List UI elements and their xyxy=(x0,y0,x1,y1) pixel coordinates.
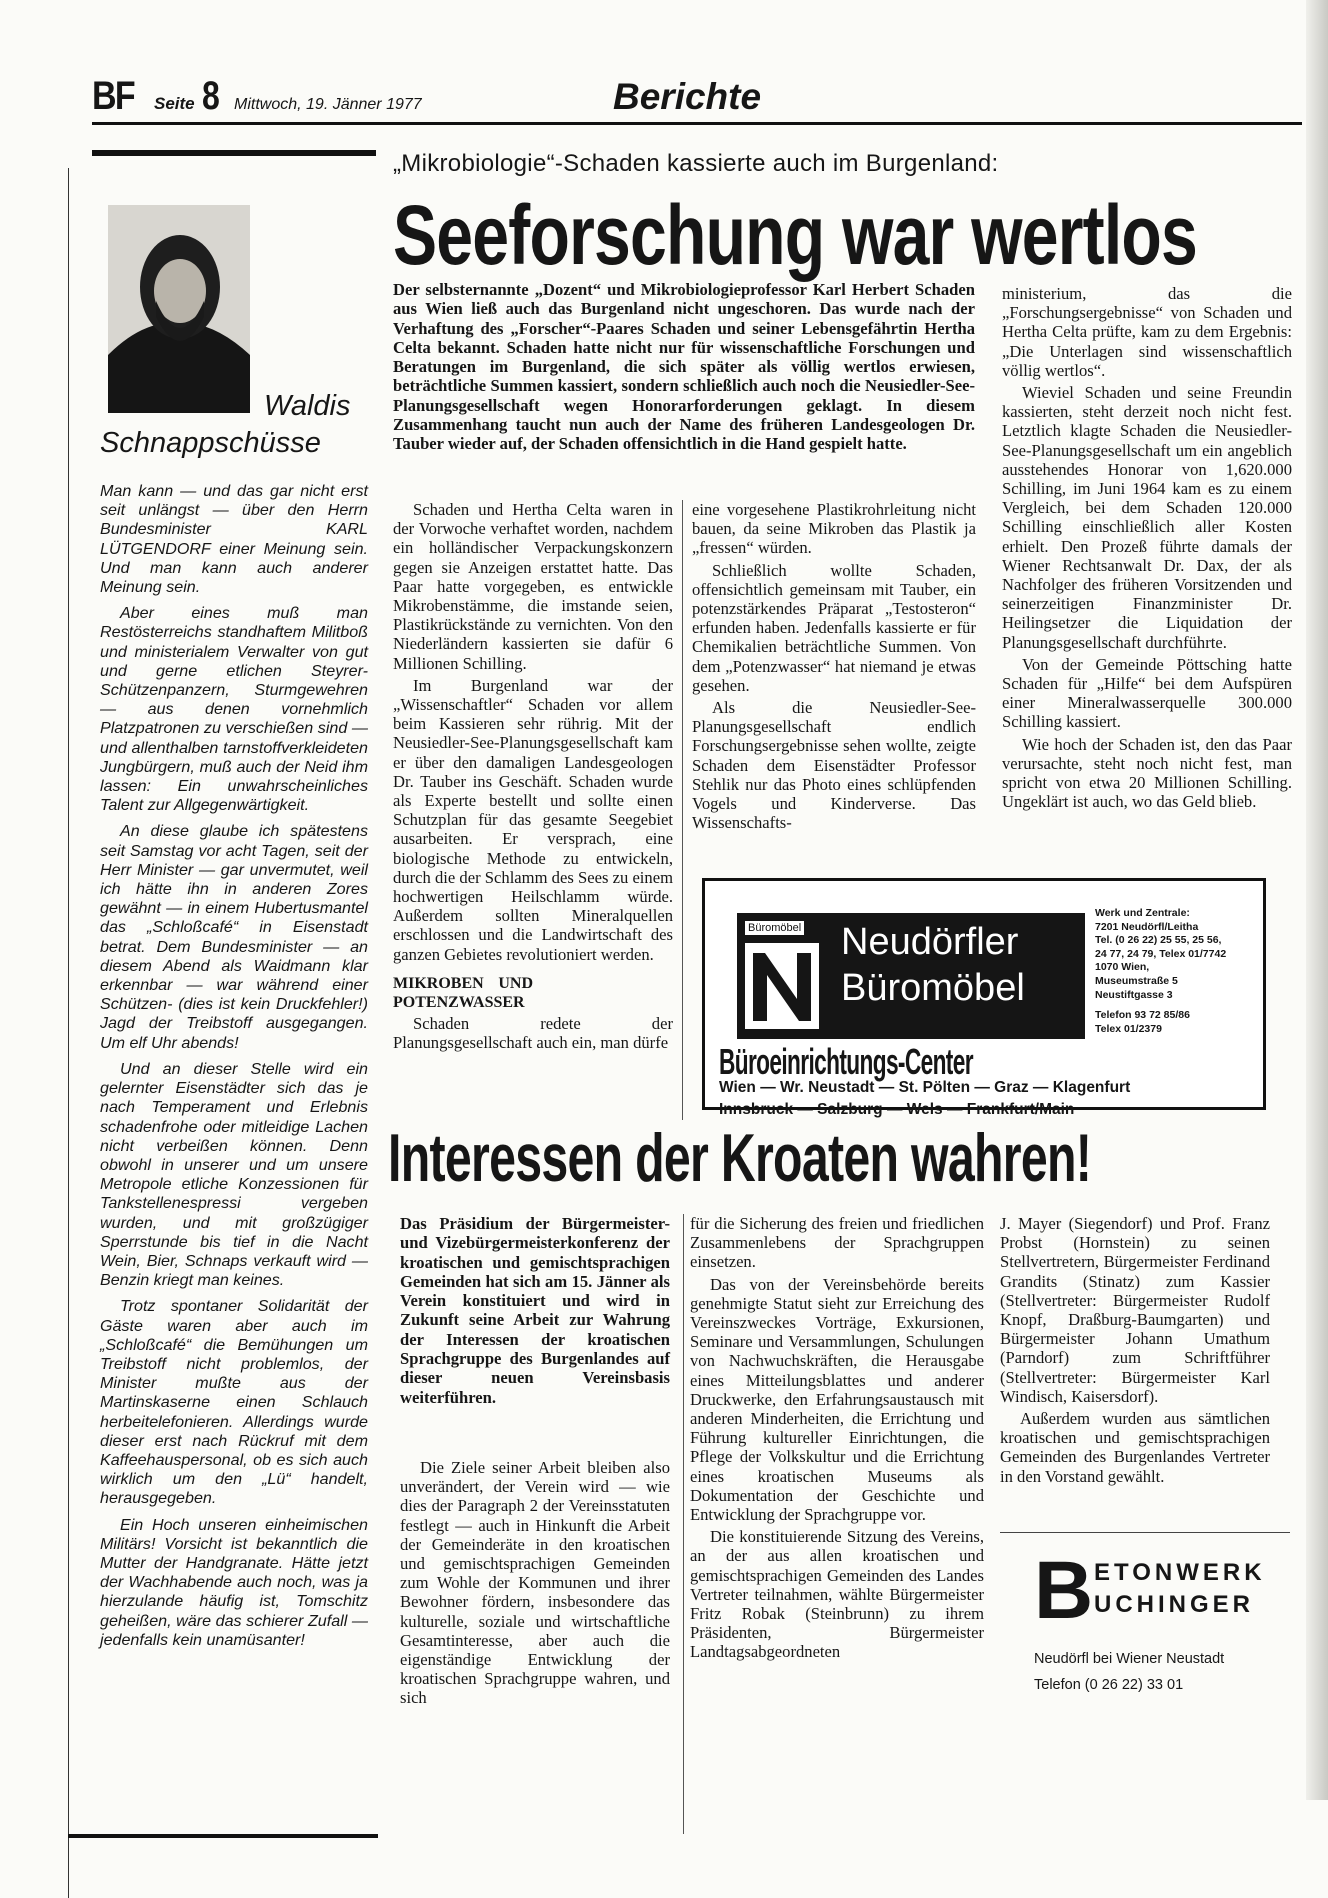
ad-address-line: Werk und Zentrale: xyxy=(1095,907,1190,919)
column-paragraph: An diese glaube ich spätestens seit Samstag vor acht Tagen, seit der Herr Minister — gar unvermutet, weil ich hätte ihn in anderen Zores gewähnt — in einem Hubertusmantel das „Schloßcafé“ in Eisenstadt betrat. Dem Bundesminister — an diesem Abend als Waidmann klar erkennbar — war während einer Schützen- (dies ist kein Druckfehler!) Jagd der Treibstoff ausgegangen. Um elf Uhr abends! xyxy=(100,822,368,1052)
betonwerk-place: Neudörfl bei Wiener Neustadt xyxy=(1034,1651,1225,1667)
column-title: Schnappschüsse xyxy=(100,427,321,459)
n-logo-icon xyxy=(745,943,819,1029)
article2-paragraph: Die Ziele seiner Arbeit bleiben also unverändert, der Verein wird — wie dies der Paragraph 2 der Vereinsstatuten festlegt — auch in Hinkunft die Arbeit der Gemeinderäte in den kroatischen und gemischtsprachigen Gemeinden zum Wohle der Kommunen und ihrer Bewohner fördern, insbesondere das kulturelle, soziale und wirtschaftliche Gesamtinteresse, aber auch die eigenständige Entwicklung der kroatischen Sprachgruppe wahren, und sich xyxy=(400,1458,670,1708)
ad-neudoerfler[interactable] xyxy=(702,878,1266,1118)
column-paragraph: Man kann — und das gar nicht erst seit unlängst — über den Herrn Bundesminister KARL LÜTGENDORF einer Meinung sein. Und man kann auch anderer Meinung sein. xyxy=(100,482,368,597)
article1-paragraph: Im Burgenland war der „Wissenschaftler“ Schaden vor allem beim Kassieren sehr rührig. Mit der Neusiedler-See-Planungsgesellschaft kam er über den damaligen Landesgeologen Dr. Tauber ins Geschäft. Schaden wurde als Experte bestellt und sollte einen Schutzplan für das gesamte Seegebiet ausarbeiten. Er versprach, eine biologische Methode zu entwickeln, durch die der Schlamm des Sees zu einem hochwertigen Heilschlamm würde. Außerdem sollten Mineralquellen erschlossen und die Landwirtschaft des ganzen Gebietes revolutioniert werden. xyxy=(393,675,673,964)
section-title: Berichte xyxy=(613,76,762,117)
issue-date: Mittwoch, 19. Jänner 1977 xyxy=(234,96,422,113)
article2-paragraph: J. Mayer (Siegendorf) und Prof. Franz Probst (Hornstein) zu seinen Stellvertretern, Bürgermeister Ferdinand Grandits (Stinatz) zum Kassier (Stellvertreter: Bürgermeister Rudolf Knopf, Draßburg-Baumgarten) und Bürgermeister Johann Umathum (Parndorf) zum Schriftführer (Stellvertreter: Bürgermeister Karl Windisch, Kaisersdorf). xyxy=(1000,1214,1270,1406)
column-paragraph: Ein Hoch unseren einheimischen Militärs! Vorsicht ist bekanntlich die Mutter der Handgranate. Hätte jetzt der Wachhabende auch noch, was ja hierzulande häufig ist, Tomschitz geheißen, wäre das schierer Zufall — jedenfalls kein unamüsanter! xyxy=(100,1515,368,1649)
article1-paragraph: Schaden redete der Planungsgesellschaft auch ein, man dürfe xyxy=(393,1013,673,1053)
author-photo xyxy=(108,205,250,413)
page-edge-shadow xyxy=(1306,0,1328,1800)
article1-paragraph: Wie hoch der Schaden ist, den das Paar verursachte, steht noch nicht fest, man spricht von etwa 20 Millionen Schilling. Ungeklärt ist auch, wo das Geld blieb. xyxy=(1002,734,1292,812)
ad-address-line: 1070 Wien, xyxy=(1095,961,1150,974)
ad-address xyxy=(1095,907,1255,1036)
article1-column-2 xyxy=(692,500,976,835)
column-paragraph: Trotz spontaner Solidarität der Gäste waren aber auch im „Schloßcafé“ die Bemühungen um Treibstoff nicht problemlos, der Minister mußte aus der Martinskaserne einen Schlauch herbeitelefonieren. Allerdings wurde dieser erst nach Rückruf mit dem Kaffeehauspersonal, ob es sich auch wirklich um den „Lü“ handelt, herausgegeben. xyxy=(100,1297,368,1508)
portrait-icon xyxy=(108,205,250,413)
article1-kicker: „Mikrobiologie“-Schaden kassierte auch im Burgenland: xyxy=(393,150,999,177)
ad-cities-line1: Wien — Wr. Neustadt — St. Pölten — Graz — Klagenfurt xyxy=(719,1079,1131,1096)
ad-center-title: Büroeinrichtungs-Center xyxy=(719,1041,973,1082)
ad-address-line: Telex 01/2379 xyxy=(1095,1022,1162,1035)
ad-address-line: 7201 Neudörfl/Leitha xyxy=(1095,920,1199,933)
ad-badge: Büromöbel xyxy=(745,921,804,935)
ad-address-line: 24 77, 24 79, Telex 01/7742 xyxy=(1095,947,1227,960)
article2-paragraph: Das von der Vereinsbehörde bereits genehmigte Statut sieht zur Erreichung des Vereinszweckes Vorträge, Exkursionen, Seminare und Versammlungen, Schulungen von Nachwuchskräften, die Herausgabe eines Mitteilungsblattes und anderer Druckwerke, den Erfahrungsaustausch mit anderen Minderheiten, die Errichtung und Führung kultureller Einrichtungen, die Pflege der Volkskultur und die Errichtung eines kroatischen Museums als Dokumentation der Geschichte und Entwicklung der Sprachgruppe vor. xyxy=(690,1274,984,1525)
article2-lead: Das Präsidium der Bürgermeister- und Vizebürgermeisterkonferenz der kroatischen und gemischtsprachigen Gemeinden hat sich am 15. Jänner als Verein konstituiert und wird in Zukunft seine Arbeit zur Wahrung der Interessen der kroatischen Sprachgruppe des Burgenlandes auf dieser neuen Vereinsbasis weiterführen. xyxy=(400,1214,670,1407)
article1-paragraph: Schließlich wollte Schaden, offensichtlich gemeinsam mit Tauber, ein potenzstärkendes Präparat „Testosteron“ erfunden haben. Jedenfalls kassierte er für Chemikalien beträchtliche Summen. Von dem „Potenzwasser“ hat niemand je etwas gesehen. xyxy=(692,560,976,695)
article1-paragraph: Schaden und Hertha Celta waren in der Vorwoche verhaftet worden, nachdem ein holländischer Verpackungskonzern gegen sie Anzeigen erstattet hatte. Das Paar hatte vorgegeben, es entwickle Mikrobenstämme, die imstande seien, Plastikrückstände zu vernichten. Von den Niederländern kassierten sie dafür 6 Millionen Schilling. xyxy=(393,500,673,673)
column-top-rule xyxy=(92,150,376,156)
article2-headline: Interessen der Kroaten wahren! xyxy=(388,1120,1092,1196)
page-header xyxy=(92,72,1302,122)
article1-paragraph: Wieviel Schaden und seine Freundin kassierten, steht derzeit noch nicht fest. Letztlich klagte Schaden die Neusiedler-See-Planungsgesellschaft um ein angeblich ausstehendes Honorar von 1,620.000 Schilling, im Juni 1964 kam es zu einem Vergleich, bei dem Schaden 120.000 Schilling einschließlich aller Kosten erhielt. Den Prozeß führte damals der Wiener Rechtsanwalt Dr. Dax, der als Nachfolger des früheren Vorsitzenden und seinerzeitigen Finanzminister Dr. Heilingsetzer die Liquidation der Planungsgesellschaft durchführte. xyxy=(1002,383,1292,652)
ad-address-line: Telefon 93 72 85/86 xyxy=(1095,1009,1190,1022)
ad-address-line: Museumstraße 5 xyxy=(1095,974,1178,987)
ad-betonwerk[interactable] xyxy=(1000,1532,1290,1823)
article1-column-divider xyxy=(682,500,683,1120)
article2-column-1 xyxy=(400,1458,670,1711)
column-body xyxy=(100,482,368,1657)
article1-column-1 xyxy=(393,500,673,1055)
article2-column-divider xyxy=(683,1214,684,1834)
paper-logo: BF xyxy=(92,74,134,118)
column-bottom-rule xyxy=(68,1834,378,1838)
page-label: Seite xyxy=(154,94,195,113)
column-paragraph: Und an dieser Stelle wird ein gelernter Eisenstädter sich das je nach Temperament und Erlebnis schadenfrohe oder mitleidige Lachen nicht verbeißen können. Denn obwohl in unserer und um unsere Metropole etliche Konzessionen für Tankstellenespressi vergeben wurden, und mit großzügiger Sperrstunde bis tief in die Nacht Wein, Bier, Schnaps verkauft wird — Benzin kriegt man keines. xyxy=(100,1059,368,1290)
article2-column-2 xyxy=(690,1214,984,1665)
betonwerk-line1: ETONWERK xyxy=(1094,1559,1266,1586)
article2-column-3 xyxy=(1000,1214,1270,1489)
article2-paragraph: Die konstituierende Sitzung des Vereins, an der aus allen kroatischen und gemischtsprachigen Gemeinden des Landes Vertreter teilnahmen, wählte Bürgermeister Fritz Robak (Steinbrunn) zu ihrem Präsidenten, Bürgermeister Landtagsabgeordneten xyxy=(690,1527,984,1662)
article1-headline: Seeforschung war wertlos xyxy=(393,188,1198,282)
ad-brand-line2: Büromöbel xyxy=(841,967,1025,1009)
article1-paragraph: eine vorgesehene Plastikrohrleitung nicht bauen, da seine Mikroben das Plastik ja „fressen“ würden. xyxy=(692,500,976,558)
ad-brand-line1: Neudörfler xyxy=(841,921,1019,963)
header-rule xyxy=(92,122,1302,125)
column-author: Waldis xyxy=(264,390,351,422)
article1-paragraph: Als die Neusiedler-See-Planungsgesellschaft endlich Forschungsergebnisse sehen wollte, zeigte Schaden dem Eisenstädter Professor Stehlik nur das Photo eines schlüpfenden Vogels und Kinderverse. Das Wissenschafts- xyxy=(692,698,976,833)
page-number: 8 xyxy=(202,74,220,118)
article1-paragraph: Von der Gemeinde Pöttsching hatte Schaden für „Hilfe“ bei dem Aufspüren einer Mineralwasserquelle 300.000 Schilling kassiert. xyxy=(1002,654,1292,732)
ad-cities-line2: Innsbruck — Salzburg — Wels — Frankfurt/Main xyxy=(719,1101,1075,1118)
ad-address-line: Neustiftgasse 3 xyxy=(1095,988,1173,1001)
article2-paragraph: Außerdem wurden aus sämtlichen kroatischen und gemischtsprachigen Gemeinden des Burgenlandes Vertreter in den Vorstand gewählt. xyxy=(1000,1409,1270,1486)
ad-address-line: Tel. (0 26 22) 25 55, 25 56, xyxy=(1095,934,1222,947)
betonwerk-letter: B xyxy=(1034,1545,1094,1636)
article2-paragraph: für die Sicherung des freien und friedlichen Zusammenlebens der Sprachgruppen einsetzen. xyxy=(690,1214,984,1272)
article1-lead: Der selbsternannte „Dozent“ und Mikrobiologieprofessor Karl Herbert Schaden aus Wien ließ auch das Burgenland nicht ungeschoren. Das wurde nach der Verhaftung des „Forscher“-Paares Schaden und seiner Lebensgefährtin Hertha Celta bekannt. Schaden hatte nicht nur für wissenschaftliche Forschungen und Beratungen im Burgenland, die sich später als völlig wertlos erwiesen, beträchtliche Summen kassiert, sondern schließlich auch noch die Neusiedler-See-Planungsgesellschaft wegen Honorarforderungen geklagt. In diesem Zusammenhang taucht nun auch der Name des früheren Landesgeologen Dr. Tauber wieder auf, der Schaden offensichtlich in die Hand gespielt hatte. xyxy=(393,280,975,454)
betonwerk-line2: UCHINGER xyxy=(1094,1591,1255,1618)
article1-subhead: MIKROBEN UND POTENZWASSER xyxy=(393,974,533,1011)
column-paragraph: Aber eines muß man Restösterreichs standhaftem Militboß und ministerialem Verwalter von gut und gerne etlichen Steyrer-Schützenpanzern, Sturmgewehren — aus denen vornehmlich Platzpatronen zu verschießen sind — und allenthalben tarnstoffverkleideten Jungbürgern, muß auch der Neid ihm lassen: Ein unwahrscheinliches Talent zur Allgegenwärtigkeit. xyxy=(100,604,368,815)
betonwerk-phone: Telefon (0 26 22) 33 01 xyxy=(1034,1677,1184,1693)
article1-paragraph: ministerium, das die „Forschungsergebnisse“ von Schaden und Hertha Celta prüfte, kam zu dem Ergebnis: „Die Unterlagen sind wissenschaftlich völlig wertlos“. xyxy=(1002,284,1292,380)
article1-column-3 xyxy=(1002,284,1292,814)
